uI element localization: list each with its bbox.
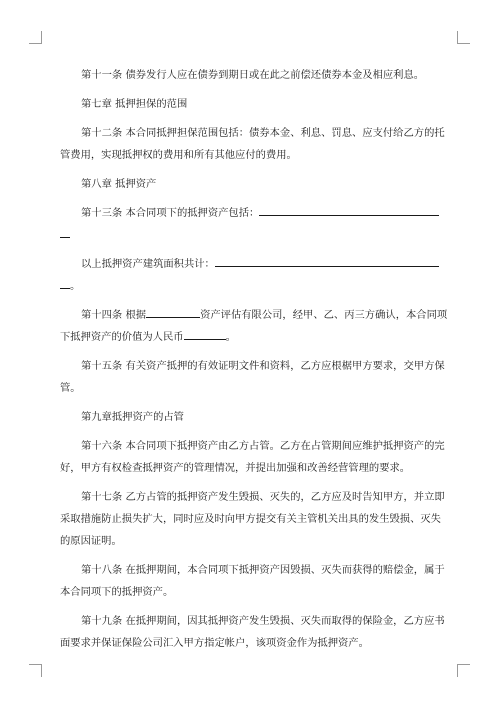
text-line: 管。: [60, 382, 81, 394]
text-line: 面要求并保证保险公司汇入甲方指定帐户，该项资金作为抵押资产。: [60, 637, 369, 649]
total-area-line: [60, 253, 440, 297]
total-area-text: 以上抵押资产建筑面积共计：: [81, 258, 215, 270]
article-11: [60, 64, 440, 86]
crop-mark-top-right: [457, 31, 470, 44]
text-line: 第十一条 债券发行人应在债券到期日或在此之前偿还债券本金及相应利息。: [81, 69, 425, 81]
text-line: 本合同项下的抵押资产。: [60, 586, 174, 598]
text-span: 。: [225, 331, 236, 343]
chapter-8-heading: [60, 173, 440, 195]
text-line: 第七章 抵押担保的范围: [81, 98, 188, 110]
text-line: 管费用，实现抵押权的费用和所有其他应付的费用。: [60, 149, 297, 161]
crop-mark-bottom-right: [457, 664, 470, 677]
chapter-9-heading: [60, 406, 440, 428]
crop-mark-top-left: [29, 31, 42, 44]
article-18: [60, 559, 445, 603]
article-19: [60, 610, 445, 654]
chapter-7-heading: [60, 93, 440, 115]
text-line: 第十二条 本合同抵押担保范围包括：债券本金、利息、罚息、应支付给乙方的托: [81, 127, 445, 139]
crop-mark-bottom-left: [29, 664, 42, 677]
article-12: [60, 122, 445, 166]
text-span: 。: [70, 280, 81, 292]
text-line: [60, 253, 440, 275]
text-line: [60, 202, 440, 224]
text-line: 采取措施防止损失扩大，同时应及时向甲方提交有关主管机关出具的发生毁损、灭失: [60, 513, 441, 525]
fill-blank: [259, 203, 439, 216]
text-line: 第十七条 乙方占管的抵押资产发生毁损、灭失的，乙方应及时告知甲方，并立即: [81, 491, 445, 503]
text-line: [60, 326, 440, 348]
text-span: 资产评估有限公司，经甲、乙、丙三方确认，本合同项: [200, 309, 448, 321]
article-13-text: 第十三条 本合同项下的抵押资产包括：: [81, 207, 260, 219]
text-line: 第八章 抵押资产: [81, 178, 157, 190]
text-line: 的原因证明。: [60, 535, 122, 547]
text-span: 第十四条 根据: [81, 309, 147, 321]
article-16: [60, 435, 445, 479]
article-13: [60, 202, 440, 246]
fill-blank: [60, 225, 70, 238]
text-line: 第十九条 在抵押期间，因其抵押资产发生毁损、灭失而取得的保险金，乙方应书: [81, 615, 445, 627]
text-line: [60, 275, 440, 297]
document-body: [60, 64, 448, 661]
text-line: [60, 224, 440, 246]
text-line: 第九章抵押资产的占管: [81, 411, 184, 423]
fill-blank: [146, 305, 200, 318]
article-14: [60, 304, 448, 348]
text-line: 好，甲方有权检查抵押资产的管理情况，并提出加强和改善经营管理的要求。: [60, 462, 411, 474]
fill-blank: [215, 254, 439, 267]
text-line: 第十八条 在抵押期间，本合同项下抵押资产因毁损、灭失而获得的赔偿金，属于: [81, 564, 445, 576]
fill-blank: [184, 327, 226, 340]
article-17: [60, 486, 445, 552]
text-span: 下抵押资产的价值为人民币: [60, 331, 184, 343]
text-line: 第十五条 有关资产抵押的有效证明文件和资料，乙方应根椐甲方要求，交甲方保: [81, 360, 445, 372]
text-line: 第十六条 本合同项下抵押资产由乙方占管。乙方在占管期间应维护抵押资产的完: [81, 440, 445, 452]
fill-blank: [60, 276, 70, 289]
text-line: [60, 304, 448, 326]
article-15: [60, 355, 445, 399]
